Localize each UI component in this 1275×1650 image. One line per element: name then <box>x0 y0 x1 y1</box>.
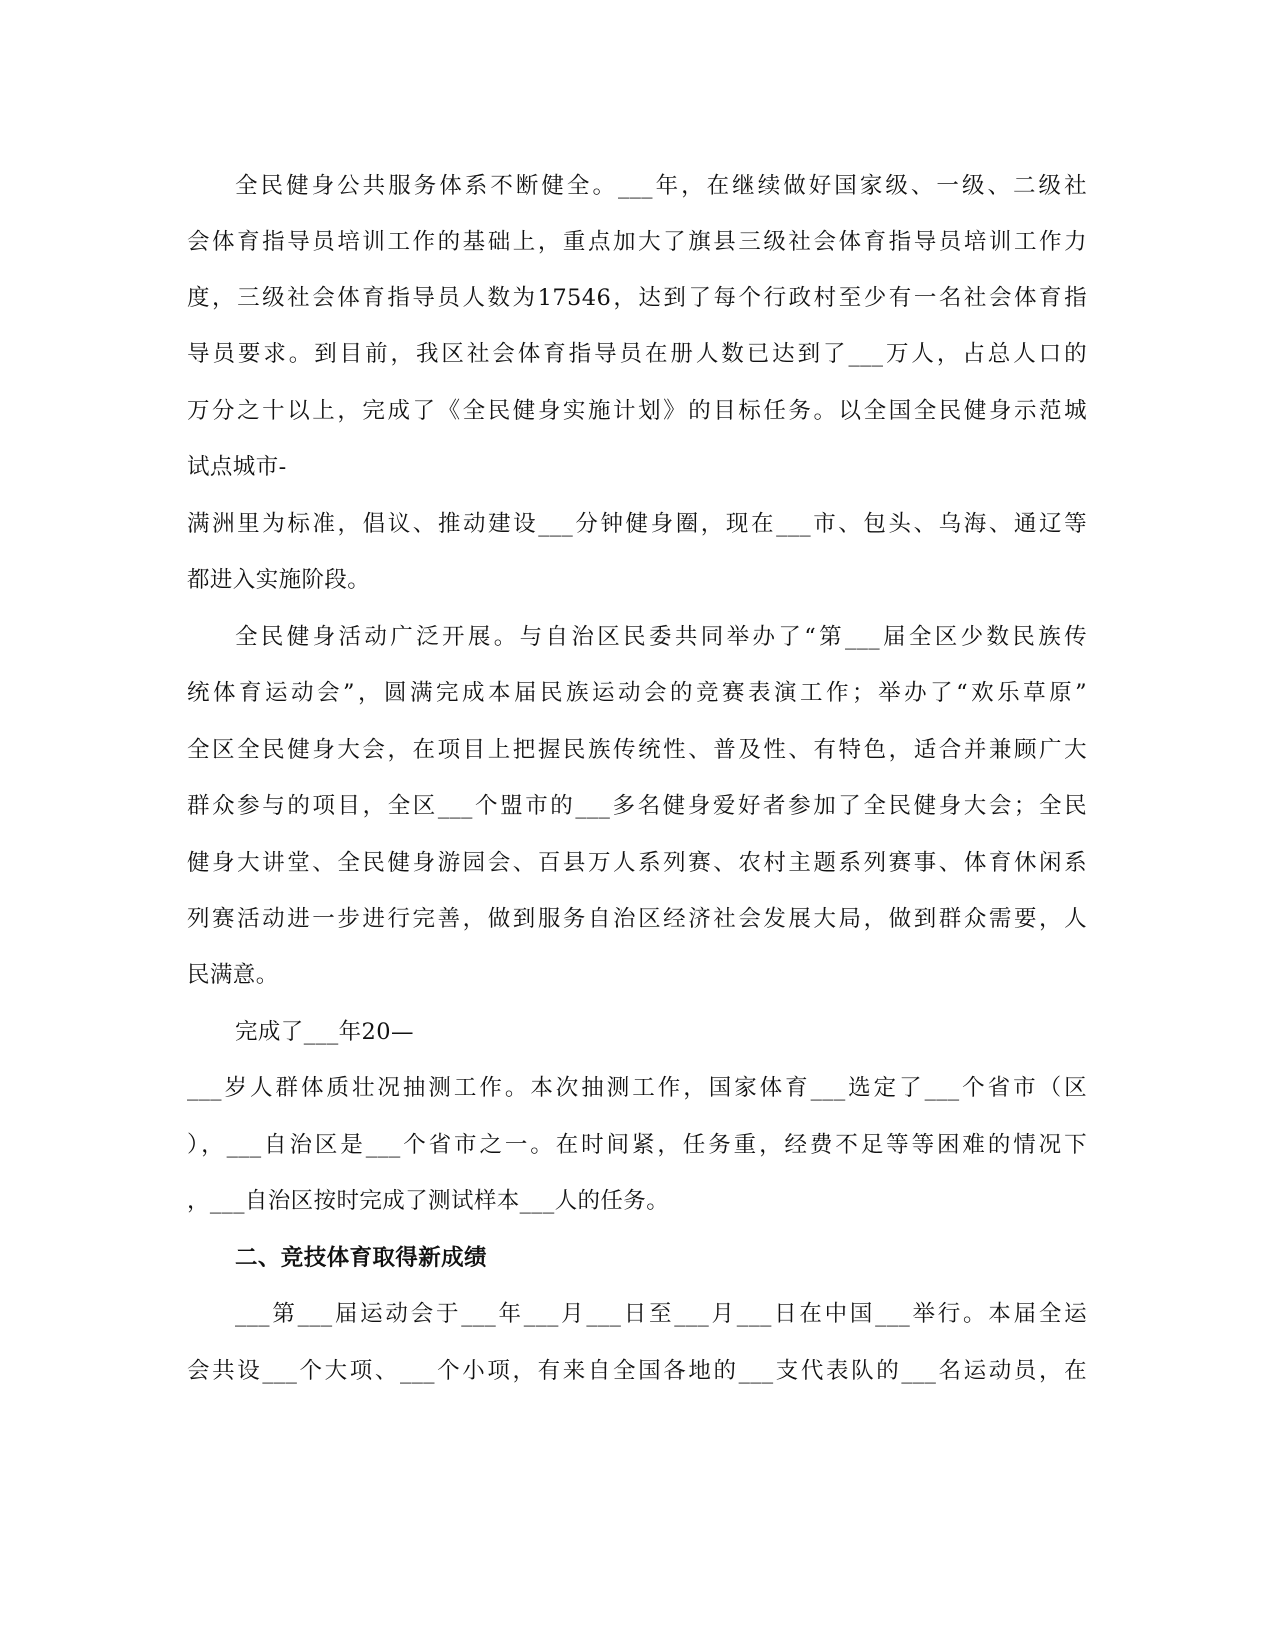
paragraph-2-line-2: 统体育运动会”，圆满完成本届民族运动会的竞赛表演工作；举办了“欢乐草原” <box>187 680 1087 706</box>
paragraph-3-line-1: 完成了___年20— <box>235 1019 414 1045</box>
paragraph-3-line-4: ，___自治区按时完成了测试样本___人的任务。 <box>187 1188 670 1214</box>
paragraph-4-line-1: ___第___届运动会于___年___月___日至___月___日在中国___举行。本届全运 <box>235 1301 1087 1327</box>
paragraph-4-line-2: 会共设___个大项、___个小项，有来自全国各地的___支代表队的___名运动员，在 <box>187 1358 1087 1384</box>
paragraph-2-line-4: 群众参与的项目，全区___个盟市的___多名健身爱好者参加了全民健身大会；全民 <box>187 793 1087 819</box>
paragraph-1-line-5: 万分之十以上，完成了《全民健身实施计划》的目标任务。以全国全民健身示范城 <box>187 398 1087 424</box>
paragraph-1-line-4: 导员要求。到目前，我区社会体育指导员在册人数已达到了___万人，占总人口的 <box>187 341 1087 367</box>
paragraph-1-line-6: 试点城市- <box>187 454 287 480</box>
section-heading: 二、竞技体育取得新成绩 <box>235 1245 487 1271</box>
paragraph-1-line-3: 度，三级社会体育指导员人数为17546，达到了每个行政村至少有一名社会体育指 <box>187 285 1087 311</box>
paragraph-2-line-6: 列赛活动进一步进行完善，做到服务自治区经济社会发展大局，做到群众需要，人 <box>187 906 1087 932</box>
paragraph-2-line-5: 健身大讲堂、全民健身游园会、百县万人系列赛、农村主题系列赛事、体育休闲系 <box>187 850 1087 876</box>
paragraph-3-line-2: ___岁人群体质壮况抽测工作。本次抽测工作，国家体育___选定了___个省市（区 <box>187 1075 1087 1101</box>
paragraph-1-line-1: 全民健身公共服务体系不断健全。___年，在继续做好国家级、一级、二级社 <box>235 173 1087 199</box>
paragraph-3-line-3: ），___自治区是___个省市之一。在时间紧，任务重，经费不足等等困难的情况下 <box>187 1132 1087 1158</box>
paragraph-2-line-3: 全区全民健身大会，在项目上把握民族传统性、普及性、有特色，适合并兼顾广大 <box>187 737 1087 763</box>
paragraph-1-line-7: 满洲里为标准，倡议、推动建设___分钟健身圈，现在___市、包头、乌海、通辽等 <box>187 511 1087 537</box>
paragraph-2-line-7: 民满意。 <box>187 962 279 988</box>
paragraph-1-line-2: 会体育指导员培训工作的基础上，重点加大了旗县三级社会体育指导员培训工作力 <box>187 229 1087 255</box>
paragraph-2-line-1: 全民健身活动广泛开展。与自治区民委共同举办了“第___届全区少数民族传 <box>235 624 1087 650</box>
paragraph-1-line-8: 都进入实施阶段。 <box>187 567 371 593</box>
